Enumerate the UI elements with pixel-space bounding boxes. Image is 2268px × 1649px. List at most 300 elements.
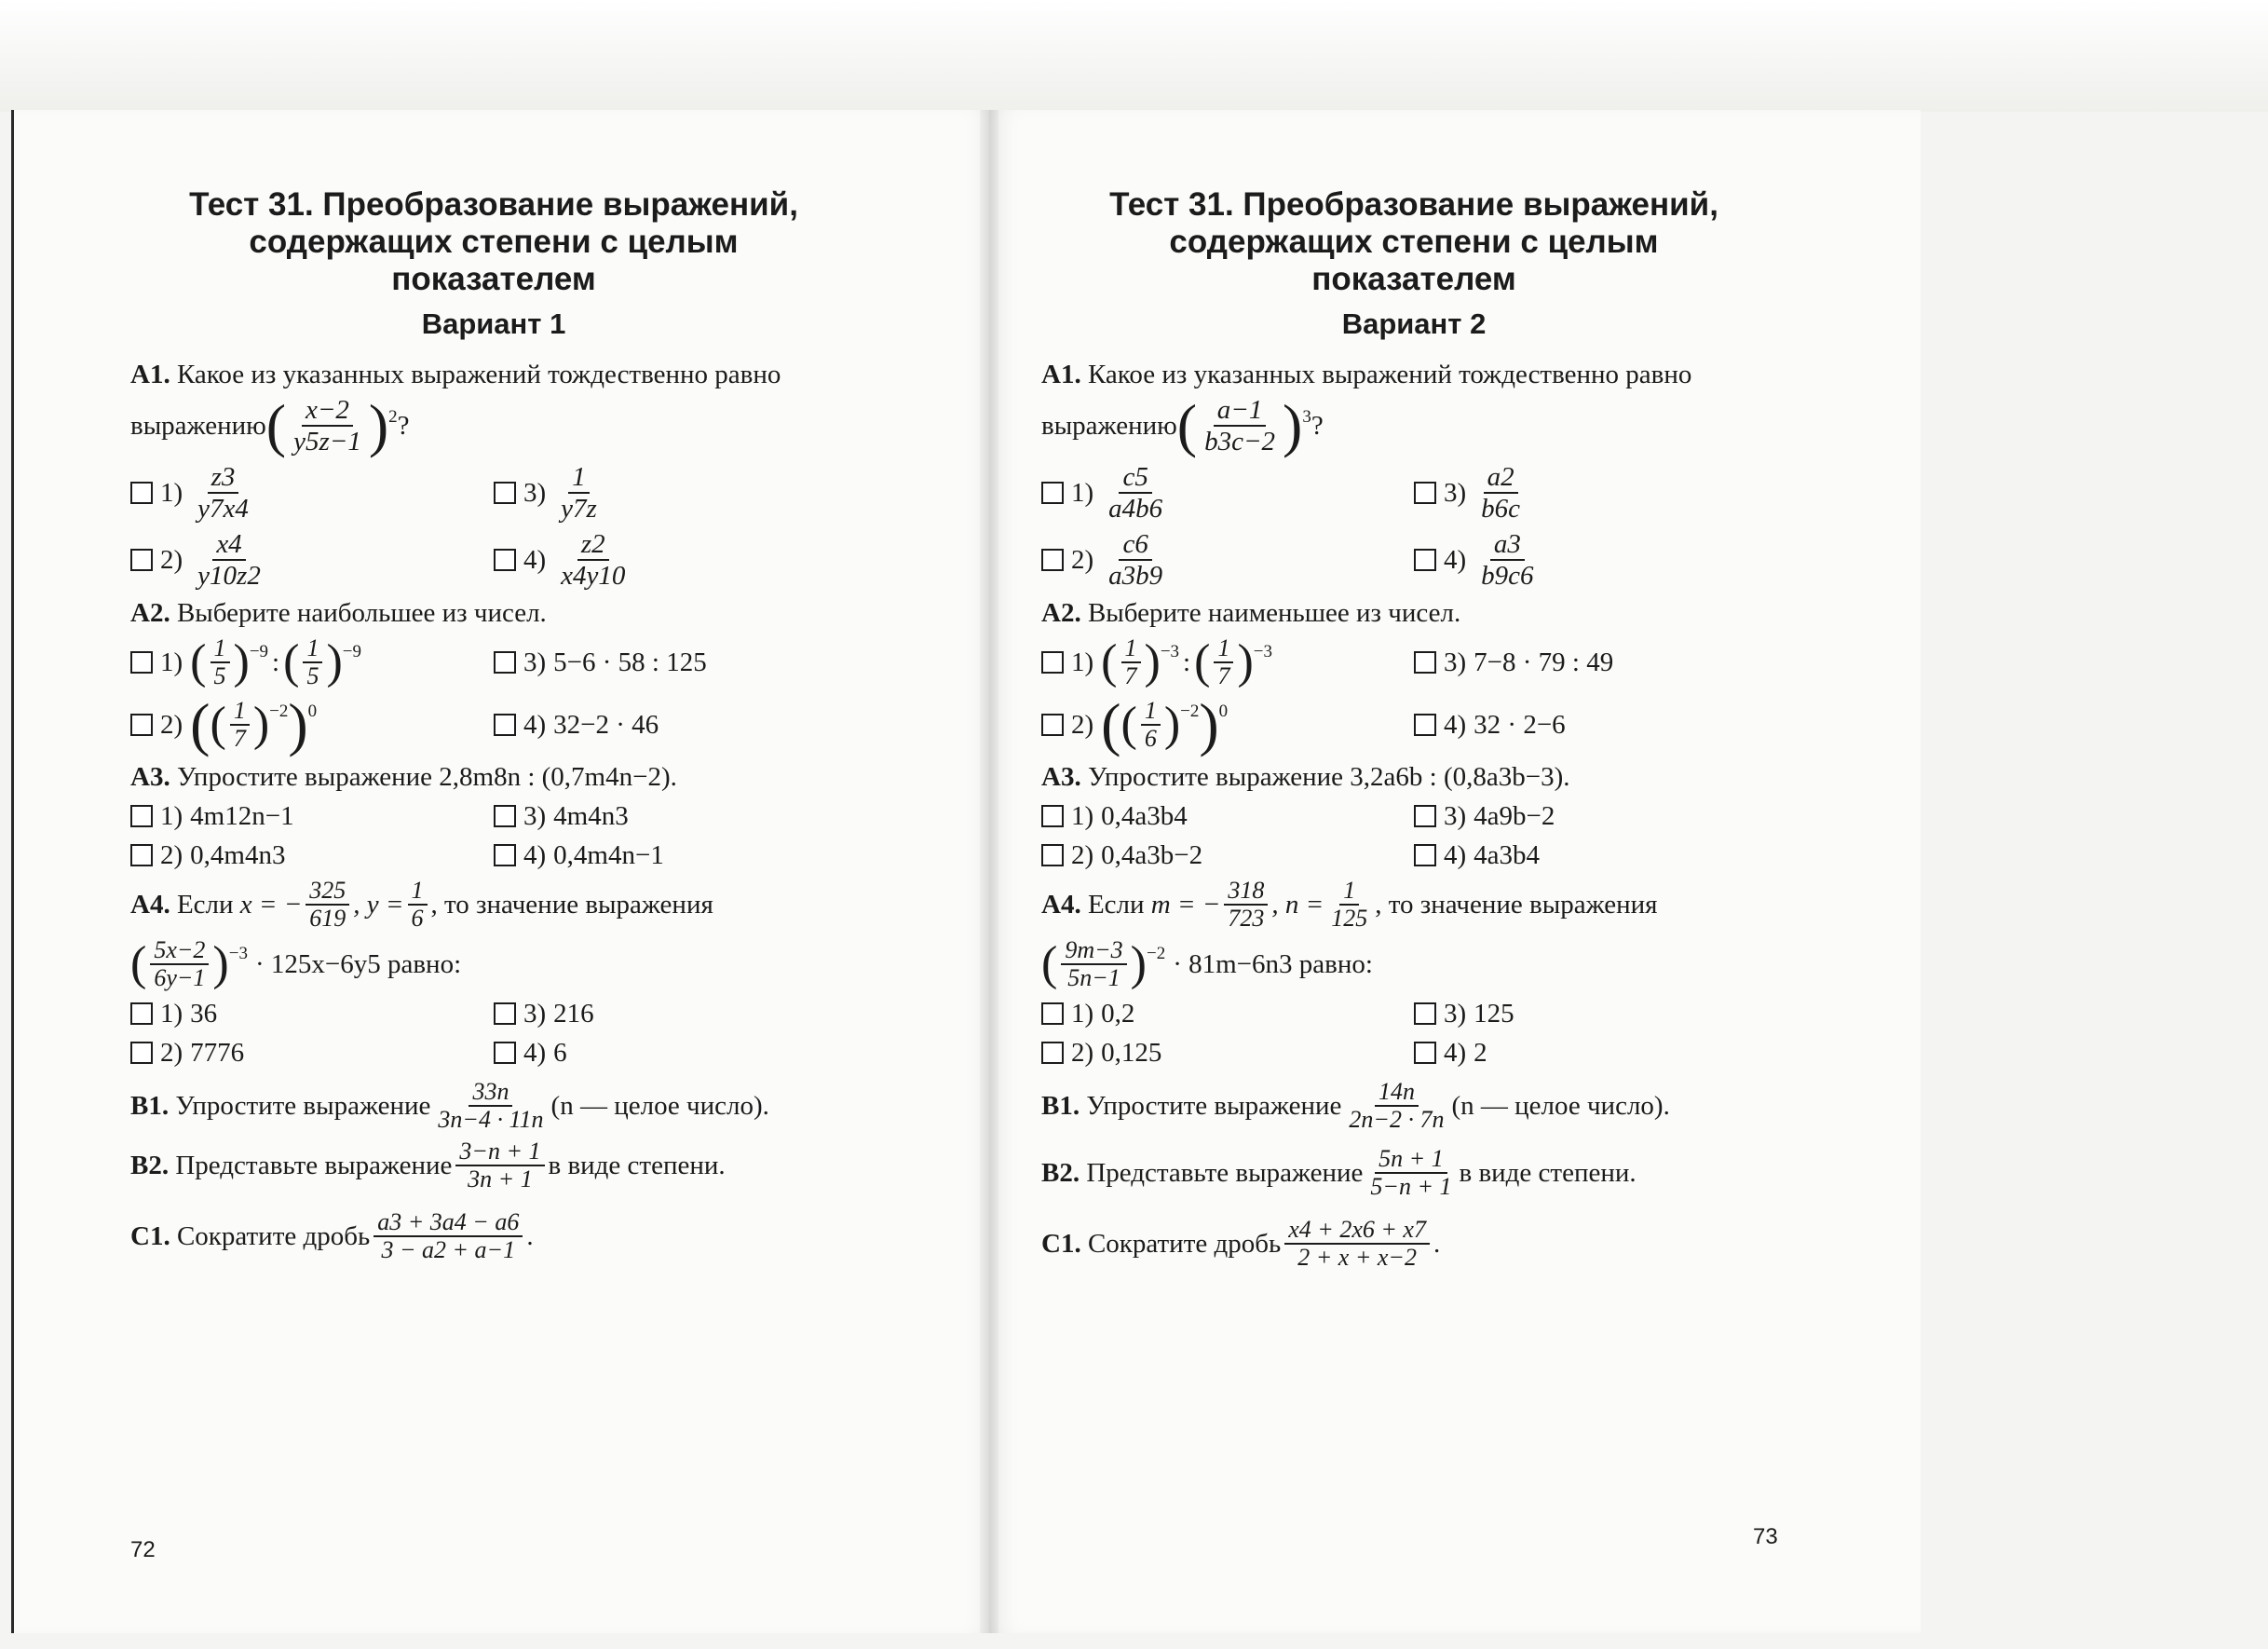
denominator: y5z−1 xyxy=(293,427,361,457)
task-text: (n — целое число). xyxy=(1451,1091,1670,1121)
numerator: 1 xyxy=(408,878,428,906)
answer-option[interactable] xyxy=(494,529,857,591)
denominator: b3c−2 xyxy=(1204,427,1276,457)
option-number: 2) xyxy=(1071,710,1094,740)
checkbox[interactable] xyxy=(494,714,516,736)
exponent: −3 xyxy=(1253,642,1272,661)
numerator: 3−n + 1 xyxy=(455,1138,544,1166)
answer-option[interactable] xyxy=(130,691,494,757)
title-line: показателем xyxy=(1311,261,1516,297)
variable-eq: , n = xyxy=(1271,890,1324,920)
title-line: показателем xyxy=(391,261,596,297)
page-number: 72 xyxy=(130,1537,156,1562)
numerator: a−1 xyxy=(1214,395,1267,427)
task-b2 xyxy=(130,1138,857,1192)
numerator: 1 xyxy=(1214,635,1233,663)
denominator: 7 xyxy=(1217,662,1230,689)
option-fraction xyxy=(557,529,629,591)
option-number: 2) xyxy=(160,840,183,870)
denominator: 5−n + 1 xyxy=(1370,1173,1452,1200)
variable-eq: x = − xyxy=(239,890,303,920)
book-gutter xyxy=(980,110,998,1633)
variant-heading: Вариант 1 xyxy=(421,307,566,340)
paren-open: ( xyxy=(1101,691,1121,757)
answer-option[interactable] xyxy=(494,997,857,1030)
exponent: 0 xyxy=(307,702,318,721)
checkbox[interactable] xyxy=(1041,805,1064,827)
task-text: Если xyxy=(1087,890,1145,920)
option-value: 4a9b−2 xyxy=(1474,801,1555,831)
option-value: 2 xyxy=(1474,1038,1487,1068)
option-number: 4) xyxy=(1444,710,1467,740)
task-text: Упростите выражение 2,8m8n : (0,7m4n−2). xyxy=(176,762,677,792)
numerator: 1 xyxy=(303,635,322,663)
option-number: 1) xyxy=(1071,999,1094,1029)
option-number: 3) xyxy=(1444,478,1467,508)
checkbox[interactable] xyxy=(494,844,516,866)
paren-open: ( xyxy=(1176,392,1198,458)
exponent: −2 xyxy=(1180,702,1200,721)
option-value: 7776 xyxy=(190,1038,245,1068)
numerator: c5 xyxy=(1119,462,1151,494)
option-fraction xyxy=(1477,462,1524,524)
checkbox[interactable] xyxy=(130,651,153,674)
answer-option[interactable] xyxy=(130,799,494,833)
checkbox[interactable] xyxy=(1414,844,1436,866)
checkbox[interactable] xyxy=(494,1002,516,1025)
option-value: 6 xyxy=(553,1038,567,1068)
paren-close: ) xyxy=(1130,937,1147,990)
test-title xyxy=(130,186,857,298)
test-title xyxy=(1041,186,1786,298)
colon: : xyxy=(1183,647,1191,677)
colon: : xyxy=(272,647,280,677)
checkbox[interactable] xyxy=(494,549,516,571)
variant-2-column xyxy=(1041,186,1786,1276)
exponent: −3 xyxy=(228,944,248,963)
numerator: 5x−2 xyxy=(150,937,209,965)
denominator: 3n−4 · 11n xyxy=(438,1106,544,1133)
task-a1 xyxy=(130,358,857,591)
paren-open: ( xyxy=(190,635,207,688)
title-line: содержащих степени с целым xyxy=(1169,224,1659,260)
option-number: 4) xyxy=(523,710,547,740)
option-value: 125 xyxy=(1474,999,1514,1029)
question-mark: ? xyxy=(397,411,410,441)
exponent: −2 xyxy=(1146,944,1166,963)
numerator: 325 xyxy=(306,878,349,906)
answer-option[interactable] xyxy=(130,529,494,591)
numerator: 1 xyxy=(211,635,230,663)
option-number: 1) xyxy=(160,478,183,508)
denominator: 6 xyxy=(1144,725,1157,752)
paren-close: ) xyxy=(1199,691,1219,757)
option-number: 4) xyxy=(523,840,547,870)
option-number: 3) xyxy=(1444,999,1467,1029)
task-text: в виде степени. xyxy=(1459,1158,1636,1188)
task-text: Выберите наименьшее из чисел. xyxy=(1087,598,1461,628)
answer-option[interactable] xyxy=(1414,799,1786,833)
task-text: Сократите дробь xyxy=(1087,1229,1282,1259)
answer-option[interactable] xyxy=(130,838,494,872)
exponent: −9 xyxy=(249,642,269,661)
option-number: 4) xyxy=(523,545,547,575)
variant-1-column xyxy=(130,186,857,1269)
option-number: 2) xyxy=(1071,840,1094,870)
task-label: С1. xyxy=(1041,1229,1081,1259)
numerator: x−2 xyxy=(302,395,353,427)
option-value: 4m12n−1 xyxy=(190,801,294,831)
option-value: 0,4m4n3 xyxy=(190,840,286,870)
answer-option[interactable] xyxy=(494,799,857,833)
task-label: А2. xyxy=(1041,598,1081,628)
exponent: 0 xyxy=(1218,702,1229,721)
variable-eq: , y = xyxy=(353,890,404,920)
task-a3 xyxy=(1041,760,1786,872)
checkbox[interactable] xyxy=(1414,549,1436,571)
task-label: С1. xyxy=(130,1221,170,1251)
task-b1 xyxy=(1041,1079,1786,1133)
answer-option[interactable] xyxy=(130,997,494,1030)
numerator: 1 xyxy=(1141,698,1161,726)
paren-close: ) xyxy=(288,691,308,757)
task-text: Какое из указанных выражений тождественно равно xyxy=(1087,360,1692,389)
checkbox[interactable] xyxy=(494,1042,516,1064)
fraction xyxy=(303,635,322,689)
title-line: содержащих степени с целым xyxy=(249,224,739,260)
answer-option[interactable] xyxy=(130,1036,494,1070)
checkbox[interactable] xyxy=(494,805,516,827)
answer-option[interactable] xyxy=(1041,997,1414,1030)
option-number: 3) xyxy=(1444,801,1467,831)
answer-option[interactable] xyxy=(1041,635,1414,689)
numerator: 14n xyxy=(1375,1079,1419,1107)
fraction xyxy=(306,878,349,932)
task-label: А4. xyxy=(1041,890,1081,920)
task-text: Сократите дробь xyxy=(176,1221,371,1251)
paren-close: ) xyxy=(1163,698,1181,751)
task-b2 xyxy=(1041,1146,1786,1200)
option-number: 2) xyxy=(160,1038,183,1068)
task-text: , то значение выражения xyxy=(1375,890,1658,920)
option-value: 36 xyxy=(190,999,218,1029)
task-text: Какое из указанных выражений тождественно равно xyxy=(176,360,781,389)
option-number: 4) xyxy=(523,1038,547,1068)
paren-open: ( xyxy=(1041,937,1058,990)
paren-close: ) xyxy=(1237,635,1254,688)
numerator: 1 xyxy=(1121,635,1141,663)
denominator: 619 xyxy=(309,905,346,932)
checkbox[interactable] xyxy=(130,844,153,866)
page-number: 73 xyxy=(1753,1524,1778,1549)
answer-option[interactable] xyxy=(1041,462,1414,524)
fraction xyxy=(1327,878,1371,932)
scan-background xyxy=(0,0,2268,112)
answer-option[interactable] xyxy=(130,635,494,689)
variant-heading: Вариант 2 xyxy=(1341,307,1487,340)
paren-open: ( xyxy=(265,392,287,458)
option-expression: 32−2 · 46 xyxy=(553,710,659,740)
task-text: , то значение выражения xyxy=(430,890,713,920)
option-value: 4a3b4 xyxy=(1474,840,1541,870)
fraction xyxy=(230,698,250,752)
option-number: 4) xyxy=(1444,545,1467,575)
option-value: 0,4a3b−2 xyxy=(1101,840,1203,870)
option-number: 4) xyxy=(1444,1038,1467,1068)
task-label: В2. xyxy=(1041,1158,1080,1188)
checkbox[interactable] xyxy=(1041,844,1064,866)
task-label: А3. xyxy=(1041,762,1081,792)
checkbox[interactable] xyxy=(1041,714,1064,736)
answer-option[interactable] xyxy=(1414,1036,1786,1070)
option-number: 1) xyxy=(160,801,183,831)
fraction xyxy=(1141,698,1161,752)
option-expression: 32 · 2−6 xyxy=(1474,710,1566,740)
option-number: 4) xyxy=(1444,840,1467,870)
task-c1 xyxy=(1041,1217,1786,1271)
fraction xyxy=(373,1209,523,1263)
task-text: . xyxy=(526,1221,534,1251)
task-text: выражению xyxy=(1041,411,1177,441)
fraction xyxy=(455,1138,544,1192)
numerator: a3 xyxy=(1490,529,1525,561)
checkbox[interactable] xyxy=(1414,805,1436,827)
task-b1 xyxy=(130,1079,857,1133)
option-number: 1) xyxy=(160,647,183,677)
fraction xyxy=(434,1079,547,1133)
task-a4 xyxy=(1041,878,1786,1070)
answer-option[interactable] xyxy=(494,462,857,524)
numerator: 33n xyxy=(469,1079,512,1107)
paren-open: ( xyxy=(1101,635,1118,688)
numerator: c6 xyxy=(1119,529,1151,561)
paren-close: ) xyxy=(326,635,343,688)
numerator: z3 xyxy=(208,462,239,494)
checkbox[interactable] xyxy=(1041,1042,1064,1064)
option-fraction xyxy=(1105,462,1166,524)
denominator: 6y−1 xyxy=(154,964,206,991)
option-number: 1) xyxy=(1071,801,1094,831)
numerator: x4 xyxy=(212,529,245,561)
numerator: z2 xyxy=(577,529,609,561)
denominator: 5n−1 xyxy=(1067,964,1120,991)
denominator: 7 xyxy=(1124,662,1137,689)
denominator: 3 − a2 + a−1 xyxy=(381,1236,516,1263)
option-fraction xyxy=(1105,529,1166,591)
denominator: 7 xyxy=(233,725,246,752)
checkbox[interactable] xyxy=(130,1002,153,1025)
checkbox[interactable] xyxy=(130,549,153,571)
paren-close: ) xyxy=(1144,635,1161,688)
exponent: 2 xyxy=(388,407,398,427)
task-text: Упростите выражение 3,2a6b : (0,8a3b−3). xyxy=(1087,762,1570,792)
task-label: В1. xyxy=(130,1091,170,1121)
exponent: −9 xyxy=(342,642,361,661)
answer-option[interactable] xyxy=(494,838,857,872)
fraction xyxy=(408,878,428,932)
checkbox[interactable] xyxy=(1414,1002,1436,1025)
task-label: А1. xyxy=(1041,360,1081,389)
fraction xyxy=(1345,1079,1447,1133)
paren-close: ) xyxy=(1283,392,1303,458)
paren-open: ( xyxy=(283,635,300,688)
option-number: 2) xyxy=(160,710,183,740)
option-number: 1) xyxy=(1071,478,1094,508)
denominator: b9c6 xyxy=(1481,561,1534,591)
checkbox[interactable] xyxy=(130,805,153,827)
task-text: Представьте выражение xyxy=(175,1151,453,1180)
expression-fraction xyxy=(1201,395,1279,457)
option-fraction xyxy=(194,529,265,591)
task-text: · 125x−6y5 равно: xyxy=(254,949,462,979)
checkbox[interactable] xyxy=(494,651,516,674)
option-expression: 7−8 · 79 : 49 xyxy=(1474,647,1614,677)
answer-option[interactable] xyxy=(1414,997,1786,1030)
denominator: x4y10 xyxy=(561,561,626,591)
answer-option[interactable] xyxy=(494,1036,857,1070)
denominator: 2n−2 · 7n xyxy=(1349,1106,1445,1133)
task-text: в виде степени. xyxy=(548,1151,726,1180)
answer-option[interactable] xyxy=(494,646,857,679)
task-text: . xyxy=(1433,1229,1441,1259)
task-text: · 81m−6n3 равно: xyxy=(1173,949,1373,979)
paren-close: ) xyxy=(368,392,389,458)
option-value: 0,2 xyxy=(1101,999,1135,1029)
task-a2 xyxy=(130,596,857,755)
denominator: 2 + x + x−2 xyxy=(1297,1244,1417,1271)
paren-open: ( xyxy=(210,698,226,751)
option-number: 3) xyxy=(523,801,547,831)
fraction xyxy=(1214,635,1233,689)
fraction xyxy=(1224,878,1268,932)
denominator: 5 xyxy=(213,662,226,689)
fraction xyxy=(150,937,209,991)
checkbox[interactable] xyxy=(1414,651,1436,674)
paren-open: ( xyxy=(190,691,211,757)
paren-close: ) xyxy=(252,698,270,751)
checkbox[interactable] xyxy=(1041,482,1064,504)
option-number: 3) xyxy=(1444,647,1467,677)
checkbox[interactable] xyxy=(130,1042,153,1064)
task-label: А2. xyxy=(130,598,170,628)
option-number: 1) xyxy=(1071,647,1094,677)
answer-option[interactable] xyxy=(494,708,857,742)
denominator: 125 xyxy=(1331,905,1368,932)
question-mark: ? xyxy=(1311,411,1324,441)
answer-option[interactable] xyxy=(1041,799,1414,833)
task-label: А3. xyxy=(130,762,170,792)
option-value: 0,125 xyxy=(1101,1038,1162,1068)
task-text: (n — целое число). xyxy=(550,1091,769,1121)
denominator: y7x4 xyxy=(197,494,249,524)
option-fraction xyxy=(194,462,252,524)
fraction xyxy=(1061,937,1126,991)
option-number: 3) xyxy=(523,999,547,1029)
option-value: 4m4n3 xyxy=(553,801,629,831)
checkbox[interactable] xyxy=(494,482,516,504)
paren-close: ) xyxy=(233,635,250,688)
option-number: 1) xyxy=(160,999,183,1029)
task-label: В1. xyxy=(1041,1091,1080,1121)
answer-option[interactable] xyxy=(1041,838,1414,872)
paren-open: ( xyxy=(1120,698,1137,751)
fraction xyxy=(1121,635,1141,689)
task-a4 xyxy=(130,878,857,1070)
option-fraction xyxy=(557,462,601,524)
denominator: 5 xyxy=(306,662,319,689)
denominator: 3n + 1 xyxy=(468,1165,533,1192)
answer-option[interactable] xyxy=(1041,1036,1414,1070)
denominator: 723 xyxy=(1228,905,1265,932)
checkbox[interactable] xyxy=(130,714,153,736)
task-label: А1. xyxy=(130,360,170,389)
checkbox[interactable] xyxy=(1414,1042,1436,1064)
answer-option[interactable] xyxy=(1414,708,1786,742)
checkbox[interactable] xyxy=(1414,482,1436,504)
task-text: выражению xyxy=(130,411,266,441)
fraction xyxy=(1284,1217,1430,1271)
denominator: y10z2 xyxy=(197,561,261,591)
option-value: 216 xyxy=(553,999,594,1029)
exponent: 3 xyxy=(1302,407,1311,427)
title-line: Тест 31. Преобразование выражений, xyxy=(189,186,798,223)
option-expression: 5−6 · 58 : 125 xyxy=(553,647,707,677)
numerator: 9m−3 xyxy=(1061,937,1126,965)
title-line: Тест 31. Преобразование выражений, xyxy=(1109,186,1718,223)
checkbox[interactable] xyxy=(1414,714,1436,736)
fraction xyxy=(1366,1146,1455,1200)
denominator: a4b6 xyxy=(1108,494,1163,524)
variable-eq: m = − xyxy=(1150,890,1221,920)
answer-option[interactable] xyxy=(1414,462,1786,524)
answer-option[interactable] xyxy=(130,462,494,524)
denominator: 6 xyxy=(411,905,424,932)
numerator: 1 xyxy=(1339,878,1359,906)
paren-open: ( xyxy=(1194,635,1211,688)
option-number: 3) xyxy=(523,478,547,508)
checkbox[interactable] xyxy=(1041,1002,1064,1025)
task-label: В2. xyxy=(130,1151,170,1180)
task-a3 xyxy=(130,760,857,872)
checkbox[interactable] xyxy=(130,482,153,504)
answer-option[interactable] xyxy=(1414,646,1786,679)
paren-close: ) xyxy=(212,937,229,990)
checkbox[interactable] xyxy=(1041,549,1064,571)
task-label: А4. xyxy=(130,890,170,920)
task-a2 xyxy=(1041,596,1786,755)
denominator: b6c xyxy=(1481,494,1521,524)
option-fraction xyxy=(1477,529,1537,591)
option-number: 2) xyxy=(160,545,183,575)
task-text: Представьте выражение xyxy=(1086,1158,1364,1188)
numerator: a3 + 3a4 − a6 xyxy=(373,1209,523,1237)
answer-option[interactable] xyxy=(1041,691,1414,757)
numerator: 1 xyxy=(568,462,590,494)
task-text: Если xyxy=(176,890,234,920)
option-number: 2) xyxy=(1071,1038,1094,1068)
option-value: 0,4a3b4 xyxy=(1101,801,1188,831)
answer-option[interactable] xyxy=(1414,529,1786,591)
answer-option[interactable] xyxy=(1414,838,1786,872)
answer-option[interactable] xyxy=(1041,529,1414,591)
option-value: 0,4m4n−1 xyxy=(553,840,664,870)
task-text: Выберите наибольшее из чисел. xyxy=(176,598,547,628)
checkbox[interactable] xyxy=(1041,651,1064,674)
option-number: 2) xyxy=(1071,545,1094,575)
numerator: a2 xyxy=(1484,462,1518,494)
denominator: y7z xyxy=(561,494,597,524)
paren-open: ( xyxy=(130,937,147,990)
